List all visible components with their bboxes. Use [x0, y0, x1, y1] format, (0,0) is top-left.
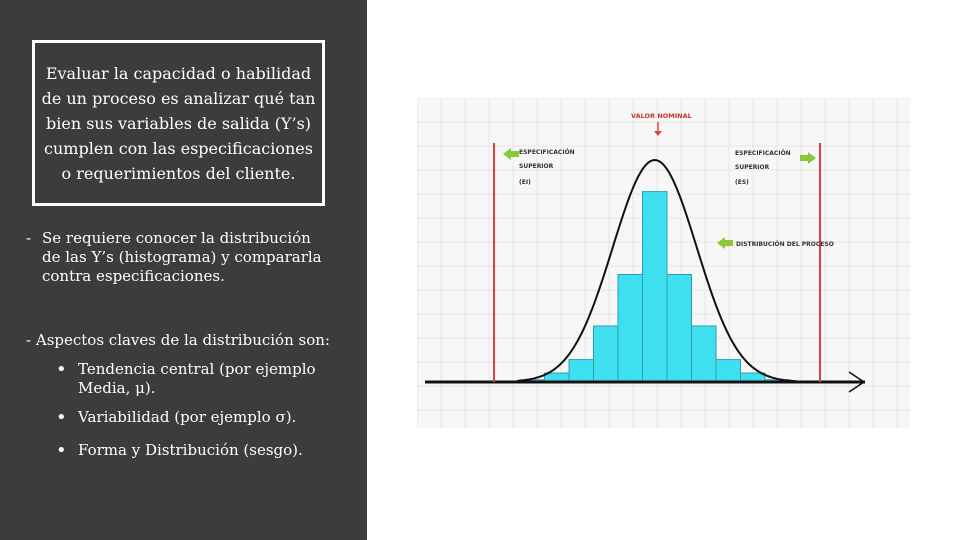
nominal-value-label: VALOR NOMINAL [631, 112, 692, 120]
distribution-label: DISTRIBUCIÓN DEL PROCESO [736, 241, 834, 248]
histogram-bar [618, 274, 643, 382]
dot-marker: • [56, 359, 67, 380]
chart-svg [417, 98, 910, 428]
sub-bullet-text: Tendencia central (por ejemplo Media, μ). [78, 360, 316, 397]
ei-label-line2: SUPERIOR [519, 163, 554, 170]
histogram-bar [667, 274, 692, 382]
nominal-arrow-icon [654, 131, 662, 136]
sub-bullet-variability [56, 408, 326, 427]
histogram-bar [594, 326, 619, 382]
es-label-line3: (ES) [735, 179, 749, 186]
sub-bullet-shape [56, 441, 326, 460]
histogram-bar [716, 360, 741, 382]
dot-marker: • [56, 407, 67, 428]
intro-box [32, 40, 325, 206]
bullet-text: Se requiere conocer la distribución de las Y’s (histograma) y compararla contra especificaciones. [42, 229, 322, 285]
histogram-bar [569, 360, 594, 382]
distribution-arrow-icon [717, 237, 733, 249]
intro-text: Evaluar la capacidad o habilidad de un proceso es analizar qué tan bien sus variables de salida (Y’s) cumplen con las especificaciones o requerimientos del cliente. [41, 63, 316, 183]
sub-bullet-text: Forma y Distribución (sesgo). [78, 441, 303, 459]
bullet-aspects [26, 331, 346, 350]
bullet-histogram [26, 229, 326, 286]
es-arrow-icon [800, 152, 816, 164]
left-panel [0, 0, 367, 540]
histogram-bars [520, 192, 790, 382]
dash-marker: - [26, 229, 32, 247]
ei-label-line3: (EI) [519, 179, 531, 186]
histogram-bar [643, 192, 668, 382]
ei-label-line1: ESPECIFICACIÓN [519, 149, 575, 156]
sub-bullet-text: Variabilidad (por ejemplo σ). [78, 408, 297, 426]
es-label-line2: SUPERIOR [735, 164, 770, 171]
bullet-text: Aspectos claves de la distribución son: [35, 331, 330, 349]
histogram-bar [692, 326, 717, 382]
sub-bullet-central-tendency [56, 360, 326, 398]
dot-marker: • [56, 440, 67, 461]
dash-marker: - [26, 331, 32, 349]
es-label-line1: ESPECIFICACIÓN [735, 150, 791, 157]
ei-arrow-icon [503, 148, 519, 160]
process-capability-chart [417, 98, 910, 428]
